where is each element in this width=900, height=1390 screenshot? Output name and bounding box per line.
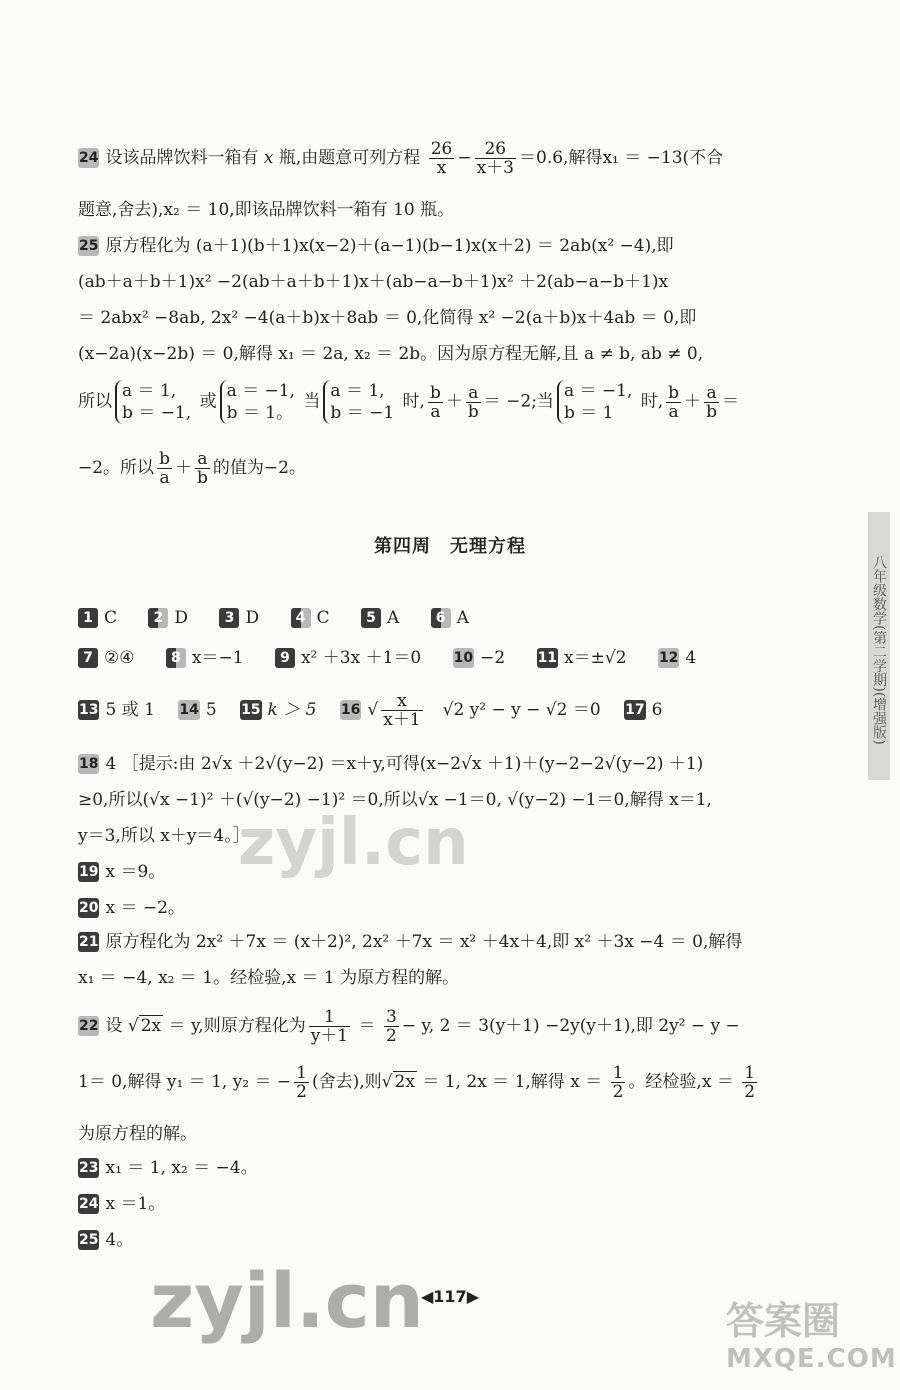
fraction: $\frac{26}{x}$ <box>430 139 453 178</box>
q24-line1: 24 设该品牌饮料一箱有 x 瓶,由题意可列方程 $\frac{26}{x}$ − $\frac{26}{x+3}$ ＝0.6,解得x₁ ＝ −13(不合 <box>79 139 724 178</box>
watermark-logo: 答案圈 <box>726 1299 841 1343</box>
q22-line2: 1＝ 0,解得 y₁ ＝ 1, y₂ ＝ − $\frac{1}{2}$ (舍去),则√ 2x ＝ 1, 2x ＝ 1,解得 x ＝ $\frac{1}{2}$ 。经检验,x ＝ $\frac{1}{2}$ <box>78 1063 756 1102</box>
fraction: $\frac{b}{a}$ <box>668 382 680 422</box>
fraction: $\frac{26}{x+3}$ <box>476 139 514 178</box>
watermark-logo: zyjl.cn <box>150 1256 424 1345</box>
section-title: 第四周 无理方程 <box>374 536 526 557</box>
fraction: $\frac{x}{x+1}$ <box>383 691 421 730</box>
system-of-equations: a ＝ 1, b ＝ −1, <box>115 380 191 424</box>
q24-short: 24 x ＝1。 <box>79 1194 166 1214</box>
fraction: $\frac{1}{2}$ <box>744 1063 756 1102</box>
answers-row-2: 7 ②④ 8 x＝−1 9 x² ＋3x ＋1＝0 10 −2 11 x＝±√2 12 4 <box>78 638 804 678</box>
q18-line1: 18 4 ［提示:由 2√x ＋2√(y−2) ＝x＋y,可得(x−2√x ＋1)＋(y−2−2√(y−2) ＋1) <box>79 754 704 774</box>
fraction: $\frac{1}{2}$ <box>612 1063 624 1102</box>
fraction: $\frac{a}{b}$ <box>706 382 717 422</box>
answers-row-3: 13 5 或 1 14 5 15 k ＞ 5 16 √ $\frac{x}{x+1}$ √2 y² − y − √2 ＝0 17 6 <box>79 691 663 730</box>
q23: 23 x₁ ＝ 1, x₂ ＝ −4。 <box>79 1158 258 1178</box>
system-of-equations: a ＝ −1, b ＝ 1 <box>557 380 632 424</box>
q25-short: 25 4。 <box>79 1230 134 1250</box>
q25-line6: −2。所以 $\frac{b}{a}$ ＋ $\frac{a}{b}$ 的值为−2。 <box>78 449 306 488</box>
q20: 20 x ＝ −2。 <box>79 898 185 918</box>
q22-line3: 为原方程的解。 <box>78 1124 197 1144</box>
question-number: 25 <box>79 238 99 254</box>
q22-line1: 22 设 √ 2x ＝ y,则原方程化为 $\frac{1}{y+1}$ ＝ $\frac{3}{2}$ − y, 2 ＝ 3(y＋1) −2y(y＋1),即 2y² − y − <box>79 1007 740 1046</box>
q19: 19 x ＝9。 <box>79 862 166 882</box>
answers-row-1: 1 C 2 D 3 D 4 C 5 A 6 A <box>78 598 804 638</box>
fraction: $\frac{a}{b}$ <box>196 449 208 488</box>
q25-line1: 25 原方程化为 (a＋1)(b＋1)x(x−2)＋(a−1)(b−1)x(x＋2) ＝ 2ab(x² −4),即 <box>79 236 674 256</box>
system-of-equations: a ＝ 1, b ＝ −1 <box>323 380 394 424</box>
q21-line1: 21 原方程化为 2x² ＋7x ＝ (x＋2)², 2x² ＋7x ＝ x² ＋4x＋4,即 x² ＋3x −4 ＝ 0,解得 <box>79 932 743 952</box>
watermark-logo: MXQE.COM <box>726 1344 897 1374</box>
fraction: $\frac{b}{a}$ <box>429 382 441 422</box>
q18-line3: y＝3,所以 x＋y＝4。］ <box>78 826 250 846</box>
system-of-equations: a ＝ −1, b ＝ 1。 <box>220 380 295 424</box>
q24-line2: 题意,舍去),x₂ ＝ 10,即该品牌饮料一箱有 10 瓶。 <box>78 200 455 220</box>
q25-line4: (x−2a)(x−2b) ＝ 0,解得 x₁ ＝ 2a, x₂ ＝ 2b。因为原方程无解,且 a ≠ b, ab ≠ 0, <box>78 344 704 364</box>
fraction: $\frac{3}{2}$ <box>385 1007 397 1046</box>
q25-line3: ＝ 2abx² −8ab, 2x² −4(a＋b)x＋8ab ＝ 0,化简得 x² −2(a＋b)x＋4ab ＝ 0,即 <box>78 308 697 328</box>
question-number: 24 <box>79 150 99 166</box>
q21-line2: x₁ ＝ −4, x₂ ＝ 1。经检验,x ＝ 1 为原方程的解。 <box>78 968 460 988</box>
fraction: $\frac{1}{y+1}$ <box>310 1007 349 1046</box>
q25-line2: (ab＋a＋b＋1)x² −2(ab＋a＋b＋1)x＋(ab−a−b＋1)x² ＋2(ab−a−b＋1)x <box>78 272 669 292</box>
fraction: $\frac{1}{2}$ <box>296 1063 307 1102</box>
q25-line5: 所以 a ＝ 1, b ＝ −1, 或 a ＝ −1, b ＝ 1。 当 a ＝ 1, b ＝ −1 时, $\frac{b}{a}$ ＋ $\frac{a}{b}$ ＝ −2;当 a ＝ −1, b ＝ 1 时, $\frac{b}{a}$ ＋ $\frac{a}{b}$ ＝ <box>78 381 739 423</box>
fraction: $\frac{b}{a}$ <box>159 449 170 488</box>
side-tab: 八年级数学(第二学期)(增强版) <box>868 512 890 780</box>
watermark-logo: zyjl.cn <box>238 806 469 880</box>
page-number: ◀117▶ <box>420 1287 479 1306</box>
fraction: $\frac{a}{b}$ <box>467 382 479 422</box>
q18-line2: ≥0,所以(√x −1)² ＋(√(y−2) −1)² ＝0,所以√x −1＝0, √(y−2) −1＝0,解得 x＝1, <box>78 790 712 810</box>
